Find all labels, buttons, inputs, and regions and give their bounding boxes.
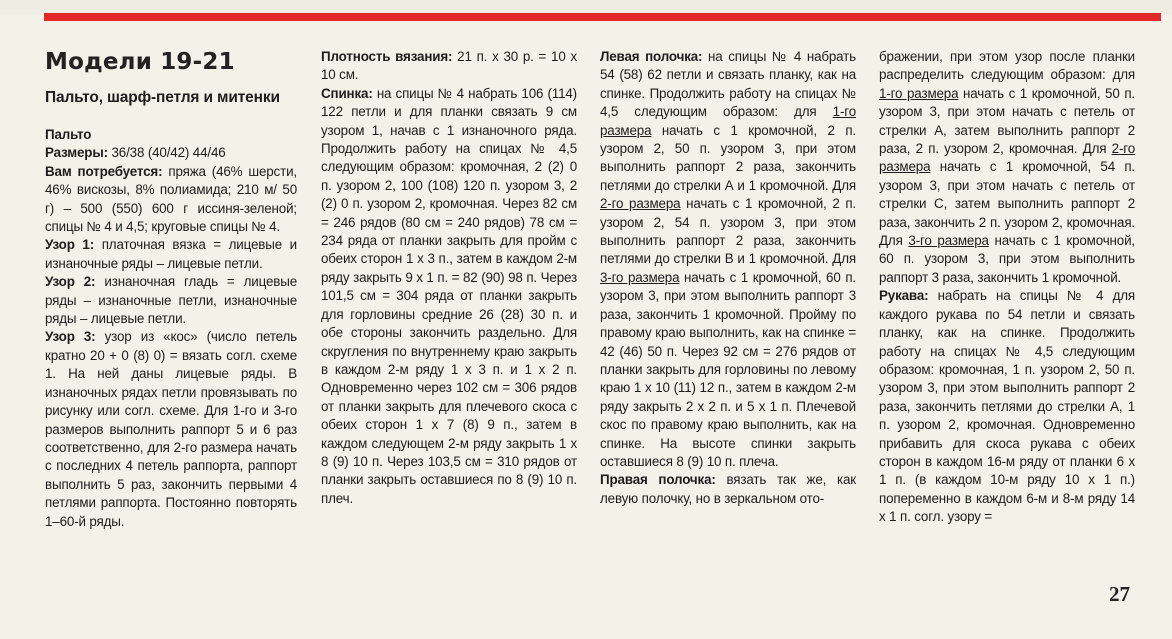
- left-front-text-a: на спицы № 4 набрать 54 (58) 62 петли и связать планку, как на спинке. Продолжить работу на спицах № 4,5 следующим образом: для: [600, 49, 856, 120]
- left-front-label: Левая полочка:: [600, 49, 703, 64]
- materials-paragraph: [45, 163, 297, 237]
- page-title: Модели 19-21: [45, 49, 235, 75]
- pattern-3-label: Узор 3:: [45, 329, 96, 345]
- mirror-text-b: начать с 1 кромочной, 50 п. узором 3, при этом начать с петель от стрелки А, затем выполнить раппорт 2 раза, 2 п. узором 2, кромочная. Для: [879, 85, 1135, 157]
- pattern-1-paragraph: [45, 236, 297, 273]
- size-2-mark: 2-го размера: [600, 196, 681, 212]
- size-1-mark: 1-го размера: [600, 104, 856, 138]
- materials-label: Вам потребуется:: [45, 163, 163, 179]
- density-label: Плотность вязания:: [321, 49, 453, 64]
- size-2-mark: 2-го размера: [879, 141, 1135, 175]
- page-number: 27: [1109, 582, 1130, 606]
- right-front-paragraph: [600, 471, 856, 508]
- sizes-label: Размеры:: [45, 145, 108, 161]
- mirror-text-a: бражении, при этом узор после планки распределить следующим образом: для: [879, 49, 1135, 83]
- size-3-mark: 3-го размера: [908, 233, 989, 249]
- size-1-mark: 1-го размера: [879, 85, 959, 101]
- column-3: [600, 48, 856, 508]
- mirror-text-d: начать с 1 кромочной, 60 п. узором 3, при этом выполнить раппорт 3 раза, закончить 1 кромочной.: [879, 233, 1135, 285]
- column-1: [45, 48, 297, 531]
- mirror-paragraph: [879, 48, 1135, 287]
- density-text: 21 п. х 30 р. = 10 х 10 см.: [321, 49, 577, 83]
- sleeves-label: Рукава:: [879, 288, 929, 304]
- materials-text: пряжа (46% шерсти, 46% вискозы, 8% полиамида; 210 м/ 50 г) – 500 (550) 600 г иссиня-зеленой; спицы № 4 и 4,5; круговые спицы № 4.: [45, 163, 297, 235]
- column-2: [321, 48, 577, 508]
- mirror-text-c: начать с 1 кромочной, 54 п. узором 3, при этом начать с петель от стрелки С, затем выполнить раппорт 2 раза, закончить 2 п. узором 2, кромочная. Для: [879, 159, 1135, 249]
- size-3-mark: 3-го размера: [600, 269, 680, 285]
- back-label: Спинка:: [321, 85, 373, 101]
- left-front-text-c: начать с 1 кромочной, 2 п. узором 2, 54 п. узором 3, при этом выполнить раппорт 2 раза, закончить петлями до стрелки В и 1 кромочной. Для: [600, 196, 856, 267]
- column-4: [879, 48, 1135, 527]
- back-text: на спицы № 4 набрать 106 (114) 122 петли и для планки связать 9 см узором 1, начав с 1 изнаночного ряда. Продолжить работу на спицах № 4,5 следующим образом: кромочная, 2 (2) 0 п. узором 2, 100 (108) 120 п. узором 3, 2 (2) 0 п. узором 2, кромочная. Через 82 см = 246 рядов (80 см = 240 рядов) 78 см = 234 ряда от планки закрыть для пройм с обеих сторон 1 х 3 п., затем в каждом 2-м ряду закрыть 9 х 1 п. = 82 (90) 98 п. Через 101,5 см = 304 ряда от планки закрыть для горловины средние 26 (28) 30 п. и обе стороны закончить раздельно. Для скругления по внутреннему краю закрыть в каждом 2-м ряду 1 х 3 п. и 1 х 2 п. Одновременно через 102 см = 306 рядов от планки закрыть для плечевого скоса с обеих сторон 1 х 7 (8) 9 п., затем в каждом следующем 2-м ряду закрыть 1 х 8 (9) 10 п. Через 103,5 см = 310 рядов от планки закрыть оставшиеся по 8 (9) 10 п. плеч.: [321, 85, 577, 506]
- back-paragraph: [321, 85, 577, 508]
- sleeves-text: набрать на спицы № 4 для каждого рукава по 54 петли и связать планку, как на спинке. Продолжить работу на спицах № 4,5 следующим образом: кромочная, 1 п. узором 2, 50 п. узором 3, при этом выполнить раппорт 2 раза, закончить петлями до стрелки А, 1 п. узором 2, кромочная. Одновременно прибавить для скоса рукава с обеих сторон в каждом 16-м ряду от планки 6 х 1 п. (в каждом 10-м ряду 10 х 1 п.) попеременно в каждом 6-м и 8-м ряду 14 х 1 п. согл. узору =: [879, 288, 1135, 525]
- top-band: [0, 0, 1172, 14]
- subtitle: Пальто, шарф-петля и митенки: [45, 89, 280, 106]
- header-accent-rule: [44, 13, 1161, 21]
- left-front-text-d: начать с 1 кромочной, 60 п. узором 3, при этом выполнить раппорт 3 раза, закончить 1 кромочной. Пройму по правому краю выполнить, как на спинке = 42 (46) 50 п. Через 92 см = 276 рядов от планки закрыть для горловины по левому краю 1 х 10 (11) 12 п., затем в каждом 2-м ряду закрыть 2 х 2 п. и 5 х 1 п. Плечевой скос по правому краю выполнить, как на спинке. На высоте спинки закрыть оставшиеся 8 (9) 10 п. плеча.: [600, 269, 856, 469]
- section-heading: Пальто: [45, 127, 92, 142]
- pattern-3-paragraph: [45, 328, 297, 530]
- pattern-1-text: платочная вязка = лицевые и изнаночные ряды – лицевые петли.: [45, 237, 298, 271]
- right-front-text: вязать так же, как левую полочку, но в зеркальном ото-: [600, 472, 856, 506]
- density-paragraph: [321, 48, 577, 85]
- pattern-2-label: Узор 2:: [45, 274, 96, 290]
- sizes-text: 36/38 (40/42) 44/46: [111, 145, 226, 161]
- sizes-paragraph: [45, 144, 297, 162]
- pattern-3-text: узор из «кос» (число петель кратно 20 + 0 (8) 0) = вязать согл. схеме 1. На ней даны лицевые ряды. В изнаночных рядах петли провязывать по рисунку или согл. схеме. Для 1-го и 3-го размеров выполнить раппорт 5 и 6 раз соответственно, для 2-го размера начать с последних 4 петель раппорта, раппорт выполнить 5 раз, закончить первыми 4 петлями раппорта. Постоянно повторять 1–60-й ряды.: [45, 329, 297, 529]
- left-front-paragraph: [600, 48, 856, 471]
- pattern-2-paragraph: [45, 273, 297, 328]
- right-front-label: Правая полочка:: [600, 472, 716, 488]
- sleeves-paragraph: [879, 287, 1135, 526]
- pattern-1-label: Узор 1:: [45, 237, 95, 253]
- left-front-text-b: начать с 1 кромочной, 2 п. узором 2, 50 п. узором 3, при этом выполнить раппорт 2 раза, закончить петлями до стрелки А и 1 кромочной. Для: [600, 122, 856, 193]
- pattern-2-text: изнаночная гладь = лицевые ряды – изнаночные петли, изнаночные ряды – лицевые петли.: [45, 274, 298, 327]
